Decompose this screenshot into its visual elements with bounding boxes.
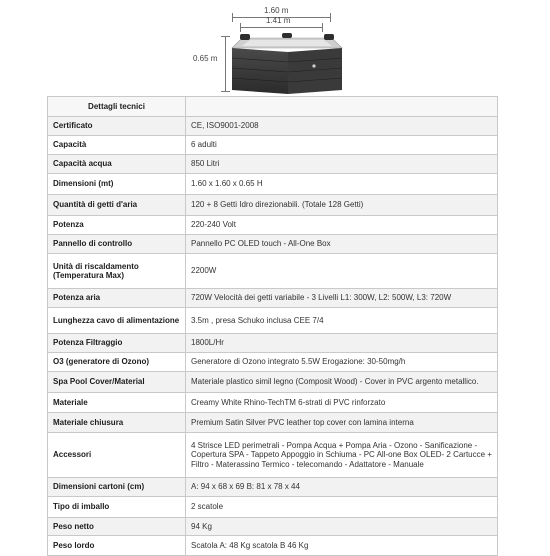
height-line xyxy=(225,36,226,92)
spec-value: 4 Strisce LED perimetrali - Pompa Acqua + Pompa Aria - Ozono - Sanificazione - Copertura SPA - Tappeto Appoggio in Schiuma - PC All-one Box OLED- 2 Cartucce + Filtro - Materassino Termico - telecomando - Adattatore - Manuale xyxy=(186,433,498,478)
spec-value: Generatore di Ozono integrato 5.5W Erogazione: 30-50mg/h xyxy=(186,353,498,372)
spec-row xyxy=(48,433,498,478)
spec-header-title: Dettagli tecnici xyxy=(48,97,186,117)
spec-value: Materiale plastico simil legno (Composit Wood) - Cover in PVC argento metallico. xyxy=(186,372,498,393)
spec-row xyxy=(48,393,498,413)
spec-row xyxy=(48,353,498,372)
spec-value: 720W Velocità dei getti variabile - 3 Livelli L1: 300W, L2: 500W, L3: 720W xyxy=(186,289,498,308)
spec-value: Pannello PC OLED touch - All-One Box xyxy=(186,235,498,254)
spec-label: Capacità acqua xyxy=(48,155,186,174)
spec-value: 850 Litri xyxy=(186,155,498,174)
outer-width-label: 1.60 m xyxy=(264,6,289,15)
spec-table xyxy=(47,96,498,556)
spec-value: CE, ISO9001-2008 xyxy=(186,117,498,136)
spec-row xyxy=(48,235,498,254)
spec-value: 120 + 8 Getti Idro direzionabili. (Totale 128 Getti) xyxy=(186,195,498,216)
spec-row xyxy=(48,289,498,308)
spec-row xyxy=(48,155,498,174)
spec-row xyxy=(48,117,498,136)
spec-header-row xyxy=(48,97,498,117)
spec-row xyxy=(48,536,498,556)
spec-label: Certificato xyxy=(48,117,186,136)
spec-value: 220-240 Volt xyxy=(186,216,498,235)
spec-row xyxy=(48,497,498,518)
spec-value: 1800L/Hr xyxy=(186,334,498,353)
spec-row xyxy=(48,254,498,289)
spec-row xyxy=(48,478,498,497)
spec-label: Potenza aria xyxy=(48,289,186,308)
spec-value: 94 Kg xyxy=(186,518,498,536)
spec-label: Quantità di getti d'aria xyxy=(48,195,186,216)
spec-row xyxy=(48,518,498,536)
spec-label: Peso lordo xyxy=(48,536,186,556)
spec-value: Scatola A: 48 Kg scatola B 46 Kg xyxy=(186,536,498,556)
spec-header-blank xyxy=(186,97,498,117)
spec-row xyxy=(48,308,498,334)
spec-label: Tipo di imballo xyxy=(48,497,186,518)
spec-row xyxy=(48,334,498,353)
spec-row xyxy=(48,372,498,393)
spec-row xyxy=(48,413,498,433)
spec-row xyxy=(48,216,498,235)
spec-label: Dimensioni (mt) xyxy=(48,174,186,195)
inner-width-line xyxy=(240,27,322,28)
spa-tub-image xyxy=(228,30,346,94)
spec-label: O3 (generatore di Ozono) xyxy=(48,353,186,372)
spec-value: Creamy White Rhino-TechTM 6-strati di PVC rinforzato xyxy=(186,393,498,413)
spec-label: Peso netto xyxy=(48,518,186,536)
spec-value: Premium Satin Silver PVC leather top cover con lamina interna xyxy=(186,413,498,433)
spec-label: Materiale chiusura xyxy=(48,413,186,433)
spec-label: Pannello di controllo xyxy=(48,235,186,254)
product-hero xyxy=(0,0,550,95)
spec-label: Capacità xyxy=(48,136,186,155)
spec-label: Potenza Filtraggio xyxy=(48,334,186,353)
spec-label: Potenza xyxy=(48,216,186,235)
spec-value: A: 94 x 68 x 69 B: 81 x 78 x 44 xyxy=(186,478,498,497)
inner-width-label: 1.41 m xyxy=(266,16,291,25)
spec-value: 2200W xyxy=(186,254,498,289)
spec-value: 6 adulti xyxy=(186,136,498,155)
spec-value: 1.60 x 1.60 x 0.65 H xyxy=(186,174,498,195)
spec-value: 3.5m , presa Schuko inclusa CEE 7/4 xyxy=(186,308,498,334)
spec-label: Accessori xyxy=(48,433,186,478)
spec-label: Spa Pool Cover/Material xyxy=(48,372,186,393)
spec-row xyxy=(48,195,498,216)
height-label: 0.65 m xyxy=(193,54,218,63)
spec-label: Materiale xyxy=(48,393,186,413)
spec-value: 2 scatole xyxy=(186,497,498,518)
spec-row xyxy=(48,136,498,155)
spec-label: Unità di riscaldamento (Temperatura Max) xyxy=(48,254,186,289)
spec-label: Lunghezza cavo di alimentazione xyxy=(48,308,186,334)
spec-row xyxy=(48,174,498,195)
spec-label: Dimensioni cartoni (cm) xyxy=(48,478,186,497)
